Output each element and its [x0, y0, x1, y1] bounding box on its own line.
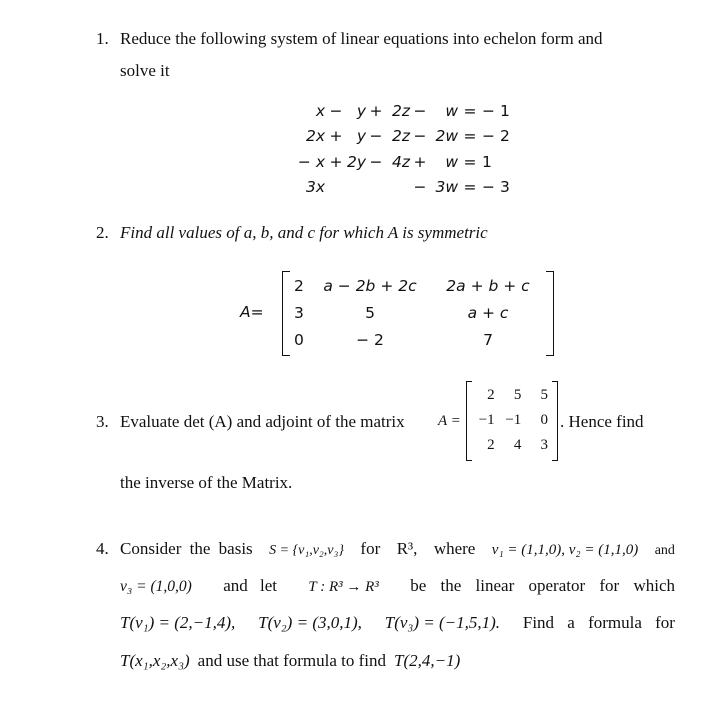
- q3-matrix-cell: 2: [487, 437, 495, 453]
- q1-equation-term: −: [369, 152, 383, 171]
- q1-equation-term: +: [369, 101, 383, 120]
- q1-equation-term: −: [329, 101, 343, 120]
- q1-text-line2: solve it: [120, 61, 170, 80]
- q4-line2-rest: be the linear operator for which: [410, 576, 675, 595]
- q4-line4: [120, 651, 460, 671]
- q2-matrix-cell: 7: [483, 330, 493, 349]
- q3-text-line2: the inverse of the Matrix.: [120, 473, 293, 492]
- q1-equation-term: =: [463, 178, 477, 197]
- q4-line1: [120, 539, 675, 559]
- q1-equation-term: =: [463, 101, 477, 120]
- q4-line3: [120, 613, 675, 633]
- q2-matrix-row: [290, 272, 546, 299]
- q1-equation-term: 3x: [305, 178, 325, 197]
- q2-matrix-cell: 2a + b + c: [446, 276, 530, 295]
- q1-equation-term: − 2: [482, 127, 510, 146]
- q3-text-before: Evaluate det (A) and adjoint of the matrix: [120, 412, 405, 431]
- q1-equation-term: +: [329, 127, 343, 146]
- q1-number: 1.: [96, 29, 109, 48]
- q3-matrix-A: [466, 381, 558, 461]
- q4-line3-find: Find a formula for: [522, 613, 675, 632]
- q3-matrix-cell: 0: [540, 412, 548, 428]
- q1-equation-term: 2y: [347, 152, 367, 171]
- q1-equation-term: − 3: [482, 178, 510, 197]
- q4-t-v3: T(v₃) = (−1,5,1).: [384, 613, 500, 632]
- q1-equation-term: x: [315, 101, 325, 120]
- q1-equation-term: −: [413, 127, 427, 146]
- q2-matrix-cell: a − 2b + 2c: [323, 276, 417, 295]
- q1-equation-term: +: [413, 152, 427, 171]
- q1-equation-term: − x: [297, 152, 325, 171]
- q4-formula-T: T(x₁,x₂,x₃): [120, 651, 190, 670]
- q2-matrix-cell: 3: [294, 303, 304, 322]
- q1-equation-row: [296, 124, 511, 150]
- q3-matrix-cell: 4: [513, 437, 522, 453]
- q1-equation-term: 1: [482, 152, 492, 171]
- q1-equation-term: 2z: [392, 101, 411, 120]
- q2-matrix-cell: 0: [294, 330, 304, 349]
- q3-matrix-cell: 5: [513, 387, 522, 403]
- q1-equation-term: w: [445, 152, 459, 171]
- q2-matrix-cell: a + c: [467, 303, 509, 322]
- q4-number: 4.: [96, 539, 109, 558]
- q1-equation-term: −: [413, 178, 427, 197]
- q1-equation-term: y: [356, 101, 367, 120]
- q3-matrix-cell: 3: [540, 437, 548, 453]
- q4-v3: v₃ = (1,0,0): [120, 578, 192, 595]
- q1-equation-term: =: [463, 127, 477, 146]
- q1-equation-row: [296, 98, 511, 124]
- q4-basis-set: S = {v₁,v₂,v₃}: [269, 543, 344, 558]
- q2-left-bracket: [282, 271, 290, 356]
- q1-text-line1: Reduce the following system of linear equations into echelon form and: [120, 29, 603, 48]
- q3-matrix-row: [472, 383, 552, 408]
- q3-matrix-lhs: A =: [438, 413, 461, 429]
- q2-matrix-row: [290, 326, 546, 353]
- q2-matrix-grid: [290, 272, 546, 353]
- q3-number: 3.: [96, 412, 109, 431]
- q2-matrix-row: [290, 299, 546, 326]
- q1-equation-term: 2w: [435, 127, 459, 146]
- q3-matrix-row: [472, 433, 552, 458]
- q3-right-bracket: [552, 381, 558, 461]
- q2-number: 2.: [96, 223, 109, 242]
- q1-equation-system: [296, 98, 511, 200]
- q3-matrix-cell: −1: [505, 412, 522, 428]
- q1-equation-term: 4z: [392, 152, 411, 171]
- q4-line1-where: where: [433, 539, 476, 558]
- q2-text-content: Find all values of a, b, and c for which A is symmetric: [120, 223, 488, 242]
- q4-operator: T : R³ → R³: [308, 579, 379, 595]
- q1-equation-term: 2x: [305, 127, 325, 146]
- q2-matrix-A: [282, 271, 554, 356]
- q4-line1-consider: Consider the basis: [120, 539, 253, 558]
- q4-line2: [120, 576, 675, 596]
- q2-matrix-cell: 5: [365, 303, 375, 322]
- q4-t-v1: T(v₁) = (2,−1,4),: [120, 613, 236, 632]
- q1-equation-term: y: [356, 127, 367, 146]
- q3-matrix-cell: 2: [487, 387, 495, 403]
- q1-equation-term: [346, 175, 367, 201]
- q2-matrix-cell: 2: [294, 276, 304, 295]
- q1-equation-term: [326, 175, 346, 201]
- q1-equation-term: −: [413, 101, 427, 120]
- q1-equation-term: −: [369, 127, 383, 146]
- q1-equation-term: [367, 175, 385, 201]
- q2-matrix-cell: − 2: [356, 330, 384, 349]
- q1-equation-term: − 1: [482, 101, 510, 120]
- q1-equation-term: w: [445, 101, 459, 120]
- q4-line4-text: and use that formula to find: [197, 651, 387, 670]
- q3-matrix-row: [472, 408, 552, 433]
- q4-target: T(2,4,−1): [394, 651, 461, 670]
- q3-matrix-grid: [472, 383, 552, 458]
- q2-matrix-lhs: A=: [240, 303, 264, 321]
- q4-line1-and: and: [654, 543, 675, 558]
- q2-right-bracket: [546, 271, 554, 356]
- q4-line2-andlet: and let: [223, 576, 278, 595]
- q1-equation-row: [296, 175, 511, 201]
- q3-text-after: . Hence find: [560, 412, 644, 431]
- q4-v1-v2: v₁ = (1,1,0), v₂ = (1,1,0): [491, 542, 639, 558]
- q3-matrix-cell: 5: [540, 387, 548, 403]
- q4-t-v2: T(v₂) = (3,0,1),: [258, 613, 362, 632]
- q4-line1-for: for: [360, 539, 381, 558]
- q1-equation-term: =: [463, 152, 477, 171]
- q1-equation-row: [296, 149, 511, 175]
- q4-space-r3: R³,: [396, 539, 418, 558]
- q1-equation-term: [385, 175, 411, 201]
- q1-equation-term: 2z: [392, 127, 411, 146]
- q3-matrix-cell: −1: [478, 412, 495, 428]
- q1-equation-term: 3w: [435, 178, 459, 197]
- q1-equation-term: +: [329, 152, 343, 171]
- q2-text: [120, 223, 488, 243]
